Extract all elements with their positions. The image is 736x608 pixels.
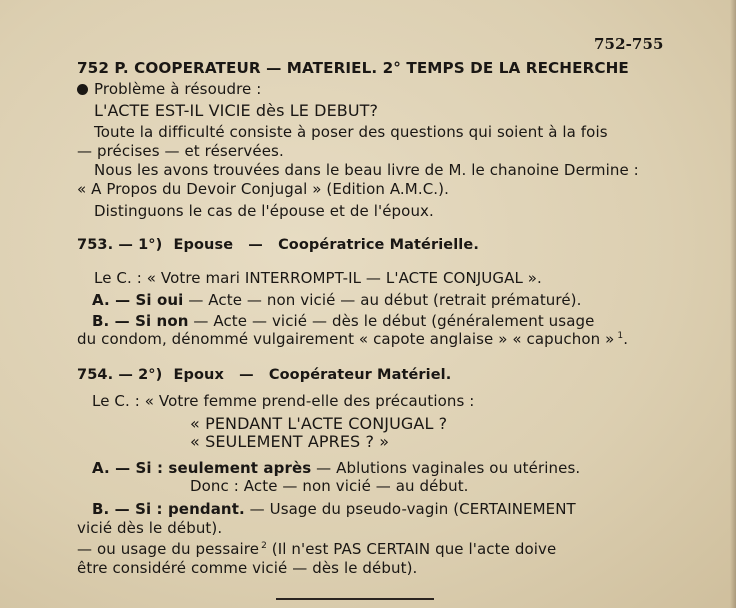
- s754-q2: « SEULEMENT APRES ? »: [190, 432, 390, 451]
- section-753-dash: —: [248, 237, 263, 253]
- section-754-heading: [77, 367, 451, 384]
- s754-a-line2: Donc : Acte — non vicié — au début.: [190, 477, 469, 495]
- section-753-number: 753. — 1°): [77, 237, 163, 253]
- s752-p3: Distinguons le cas de l'épouse et de l'époux.: [94, 202, 434, 220]
- s752-p2-line1: Nous les avons trouvées dans le beau livre de M. le chanoine Dermine :: [94, 161, 639, 179]
- s754-case-b: [92, 501, 576, 518]
- footnote-ref-2: 2: [261, 541, 267, 551]
- page-range-header: 752-755: [594, 35, 664, 53]
- s754-b-label: B. — Si : pendant.: [92, 500, 245, 518]
- footnote-rule: [276, 598, 434, 600]
- s754-b-line4: être considéré comme vicié — dès le début).: [77, 559, 418, 577]
- s753-b-text: — Acte — vicié — dès le début (généralement usage: [193, 312, 595, 330]
- s754-q1: « PENDANT L'ACTE CONJUGAL ?: [190, 414, 448, 433]
- bullet-icon: [77, 84, 88, 95]
- s754-b-line2: vicié dès le début).: [77, 519, 223, 537]
- section-754-title-b: Coopérateur Matériel.: [268, 367, 452, 383]
- section-754-title-a: Epoux: [173, 367, 224, 383]
- problem-question: L'ACTE EST-IL VICIE dès LE DEBUT?: [94, 101, 379, 120]
- s753-case-b-line2: [77, 331, 628, 348]
- s754-lec: Le C. : « Votre femme prend-elle des précautions :: [92, 392, 475, 410]
- s752-p1-line2: — précises — et réservées.: [77, 142, 284, 160]
- s754-a-label: A. — Si : seulement après: [92, 459, 312, 477]
- problem-label: Problème à résoudre :: [94, 80, 262, 98]
- s753-lec: Le C. : « Votre mari INTERROMPT-IL — L'ACTE CONJUGAL ».: [94, 269, 542, 287]
- s754-a-text: — Ablutions vaginales ou utérines.: [316, 459, 581, 477]
- s754-case-a: [92, 460, 580, 477]
- section-753-heading: [77, 237, 479, 254]
- s753-a-label: A. — Si oui: [92, 291, 184, 309]
- s753-b-end: .: [623, 330, 629, 348]
- s753-case-a: [92, 292, 582, 309]
- section-754-dash: —: [239, 367, 254, 383]
- s754-b-text: — Usage du pseudo-vagin (CERTAINEMENT: [249, 500, 576, 518]
- page-edge-shadow: [730, 0, 736, 608]
- s754-b-line3: [77, 541, 556, 558]
- s753-b-label: B. — Si non: [92, 312, 189, 330]
- s753-a-text: — Acte — non vicié — au début (retrait prématuré).: [188, 291, 582, 309]
- s754-b-line3-a: — ou usage du pessaire: [77, 540, 260, 558]
- problem-line: [77, 81, 261, 98]
- footnote-ref-1: 1: [617, 331, 624, 341]
- s752-p2-line2: « A Propos du Devoir Conjugal » (Edition A.M.C.).: [77, 180, 449, 198]
- section-754-number: 754. — 2°): [77, 367, 163, 383]
- s752-p1-line1: Toute la difficulté consiste à poser des questions qui soient à la fois: [94, 123, 608, 141]
- s753-case-b: [92, 313, 594, 330]
- section-752-title: 752 P. COOPERATEUR — MATERIEL. 2° TEMPS DE LA RECHERCHE: [77, 59, 629, 77]
- section-753-title-b: Coopératrice Matérielle.: [278, 237, 479, 253]
- section-753-title-a: Epouse: [173, 237, 234, 253]
- s753-b-line2: du condom, dénommé vulgairement « capote anglaise » « capuchon »: [77, 330, 615, 348]
- s754-b-line3-b: (Il n'est PAS CERTAIN que l'acte doive: [266, 540, 557, 558]
